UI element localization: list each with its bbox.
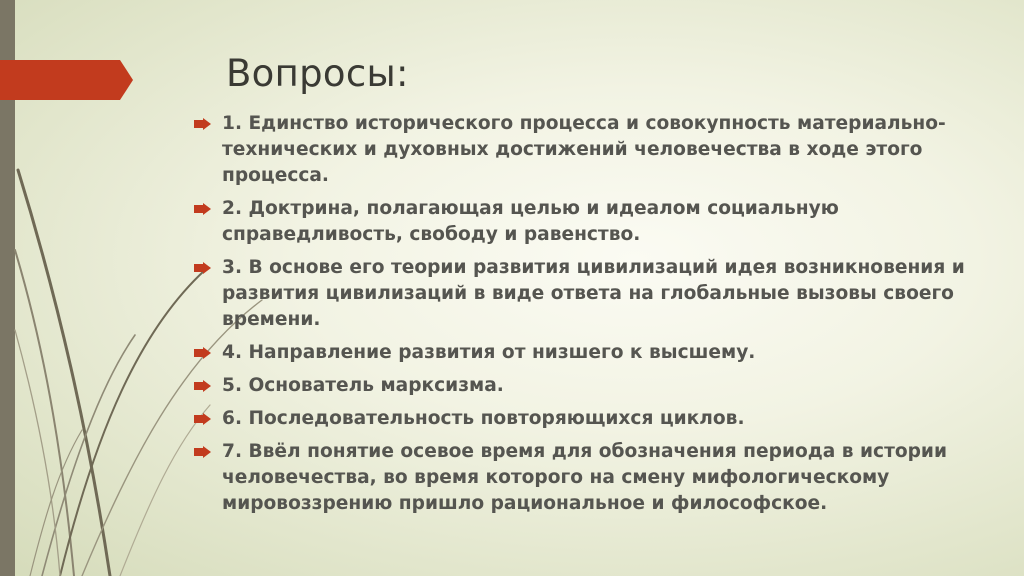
question-text: 5. Основатель марксизма. — [222, 375, 504, 396]
arrow-bullet-icon — [194, 446, 211, 458]
question-item-4 — [192, 340, 992, 366]
title-ribbon — [0, 60, 133, 100]
question-text: 6. Последовательность повторяющихся циклов. — [222, 408, 745, 429]
arrow-bullet-icon — [194, 413, 211, 425]
question-item-2 — [192, 196, 992, 248]
question-text: 7. Ввёл понятие осевое время для обозначения периода в истории человечества, во время которого на смену мифологическому мировоззрению пришло рациональное и философское. — [222, 441, 947, 514]
question-item-5 — [192, 373, 992, 399]
question-text: 1. Единство исторического процесса и совокупность материально-технических и духовных достижений человечества в ходе этого процесса. — [222, 113, 946, 186]
arrow-bullet-icon — [194, 118, 211, 130]
slide-title: Вопросы: — [226, 52, 409, 95]
question-text: 2. Доктрина, полагающая целью и идеалом социальную справедливость, свободу и равенство. — [222, 198, 839, 245]
question-item-3 — [192, 255, 992, 333]
question-text: 4. Направление развития от низшего к высшему. — [222, 342, 756, 363]
question-item-7 — [192, 439, 992, 517]
questions-list — [192, 111, 992, 524]
arrow-bullet-icon — [194, 347, 211, 359]
question-item-6 — [192, 406, 992, 432]
left-accent-bar — [0, 0, 15, 576]
question-text: 3. В основе его теории развития цивилизаций идея возникновения и развития цивилизаций в виде ответа на глобальные вызовы своего времени. — [222, 257, 965, 330]
arrow-bullet-icon — [194, 380, 211, 392]
arrow-bullet-icon — [194, 262, 211, 274]
arrow-bullet-icon — [194, 203, 211, 215]
question-item-1 — [192, 111, 992, 189]
